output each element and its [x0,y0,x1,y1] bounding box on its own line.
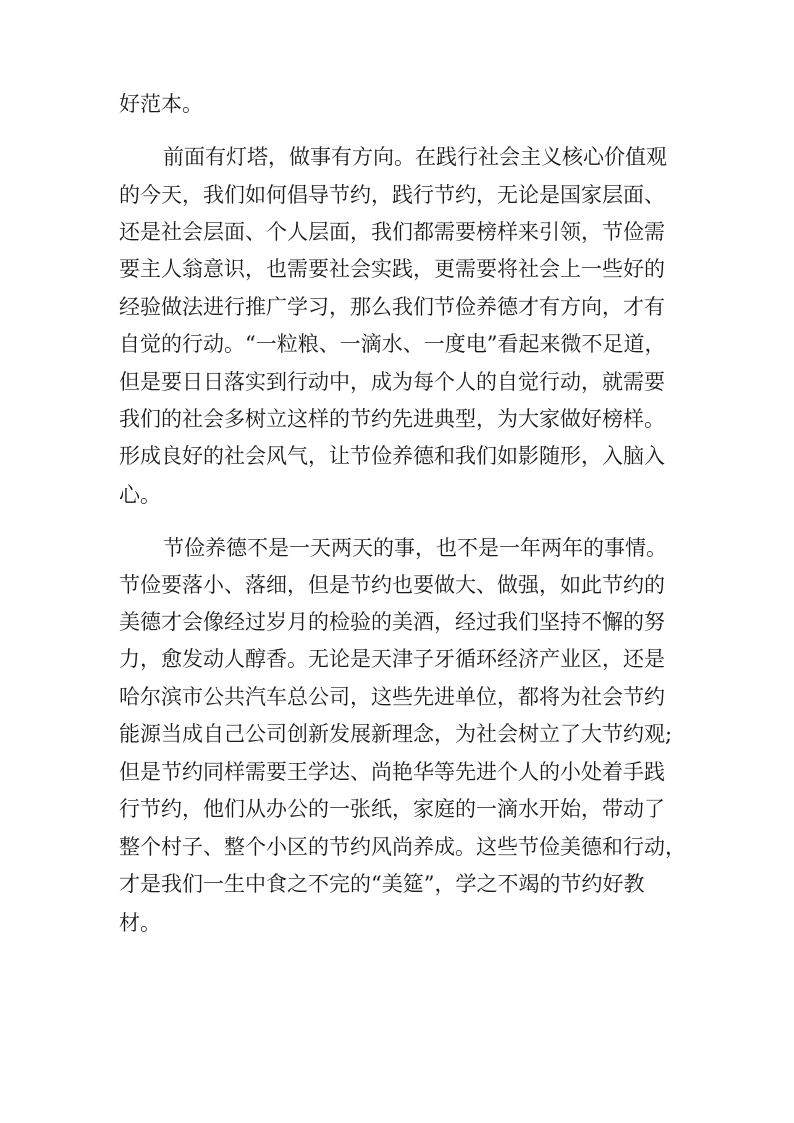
text-line: 的今天，我们如何倡导节约，践行节约，无论是国家层面、 [119,183,665,207]
text-line: 形成良好的社会风气，让节俭养德和我们如影随形，入脑入 [119,444,665,468]
text-line: 美德才会像经过岁月的检验的美酒，经过我们坚持不懈的努 [119,610,665,634]
text-line: 还是社会层面、个人层面，我们都需要榜样来引领，节俭需 [119,220,665,244]
text-line: 整个村子、整个小区的节约风尚养成。这些节俭美德和行动， [119,835,686,859]
text-line: 材。 [119,911,161,935]
text-line: 我们的社会多树立这样的节约先进典型，为大家做好榜样。 [119,407,665,431]
text-line: 但是节约同样需要王学达、尚艳华等先进个人的小处着手践 [119,760,665,784]
text-line: 行节约，他们从办公的一张纸，家庭的一滴水开始，带动了 [119,797,665,821]
text-line: 经验做法进行推广学习，那么我们节俭养德才有方向，才有 [119,295,665,319]
text-line: 能源当成自己公司创新发展新理念，为社会树立了大节约观; [119,722,673,746]
paragraph-first-line: 节俭养德不是一天两天的事，也不是一年两年的事情。 [163,536,667,560]
text-line: 心。 [119,483,161,507]
text-line: 自觉的行动。“一粒粮、一滴水、一度电”看起来微不足道， [119,332,666,356]
text-line: 哈尔滨市公共汽车总公司，这些先进单位，都将为社会节约 [119,685,665,709]
text-line: 但是要日日落实到行动中，成为每个人的自觉行动，就需要 [119,370,665,394]
text-line: 好范本。 [119,92,203,116]
paragraph-first-line: 前面有灯塔，做事有方向。在践行社会主义核心价值观 [163,145,667,169]
text-line: 节俭要落小、落细，但是节约也要做大、做强，如此节约的 [119,573,665,597]
text-line: 才是我们一生中食之不完的“美筵”，学之不竭的节约好教 [119,872,645,896]
text-line: 要主人翁意识，也需要社会实践，更需要将社会上一些好的 [119,257,665,281]
text-line: 力，愈发动人醇香。无论是天津子牙循环经济产业区，还是 [119,647,665,671]
